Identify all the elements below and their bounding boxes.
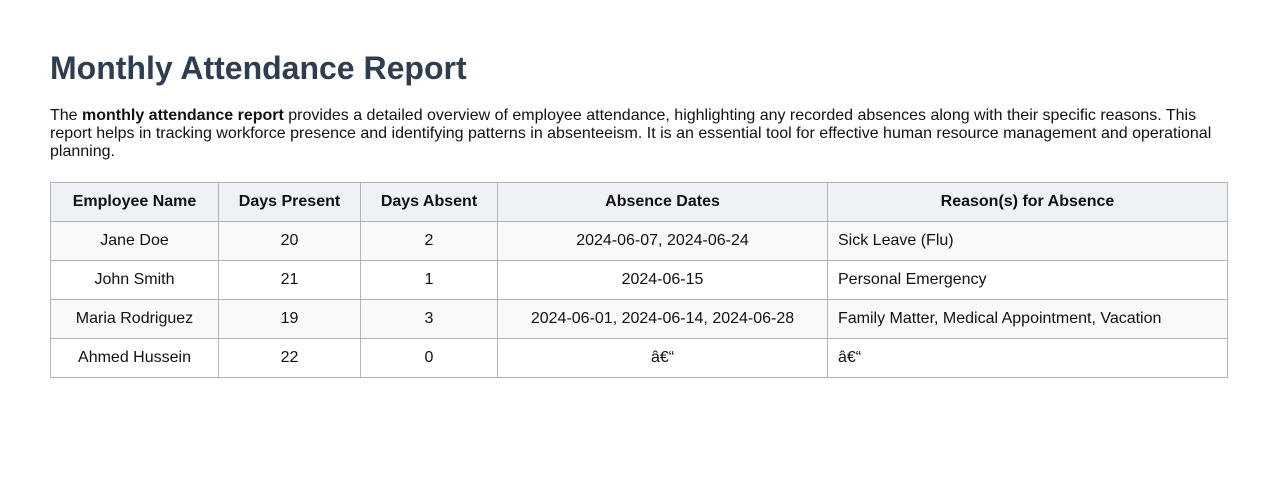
cell-absence-reasons: Family Matter, Medical Appointment, Vacation [828,300,1228,339]
attendance-table [50,182,1228,378]
cell-days-absent: 3 [361,300,498,339]
intro-bold-phrase: monthly attendance report [82,107,284,124]
cell-days-absent: 1 [361,261,498,300]
cell-days-present: 22 [219,339,361,378]
cell-days-present: 19 [219,300,361,339]
table-row [51,261,1228,300]
header-days-absent: Days Absent [361,183,498,222]
table-header-row [51,183,1228,222]
cell-absence-dates: â€“ [498,339,828,378]
header-employee-name: Employee Name [51,183,219,222]
cell-absence-dates: 2024-06-01, 2024-06-14, 2024-06-28 [498,300,828,339]
page-title: Monthly Attendance Report [50,50,467,86]
cell-days-absent: 2 [361,222,498,261]
intro-paragraph [50,107,1220,161]
cell-days-absent: 0 [361,339,498,378]
cell-employee-name: John Smith [51,261,219,300]
cell-absence-reasons: â€“ [828,339,1228,378]
table-row [51,300,1228,339]
table-row [51,222,1228,261]
cell-employee-name: Ahmed Hussein [51,339,219,378]
intro-suffix: provides a detailed overview of employee attendance, highlighting any recorded absences along with their specific reasons. This report helps in tracking workforce presence and identifying patterns in absenteeism. It is an essential tool for effective human resource management and operational planning. [50,107,1212,160]
cell-days-present: 20 [219,222,361,261]
header-absence-reasons: Reason(s) for Absence [828,183,1228,222]
cell-employee-name: Jane Doe [51,222,219,261]
cell-absence-dates: 2024-06-07, 2024-06-24 [498,222,828,261]
table-row [51,339,1228,378]
header-absence-dates: Absence Dates [498,183,828,222]
cell-days-present: 21 [219,261,361,300]
intro-prefix: The [50,107,83,124]
cell-absence-dates: 2024-06-15 [498,261,828,300]
header-days-present: Days Present [219,183,361,222]
cell-employee-name: Maria Rodriguez [51,300,219,339]
cell-absence-reasons: Personal Emergency [828,261,1228,300]
cell-absence-reasons: Sick Leave (Flu) [828,222,1228,261]
